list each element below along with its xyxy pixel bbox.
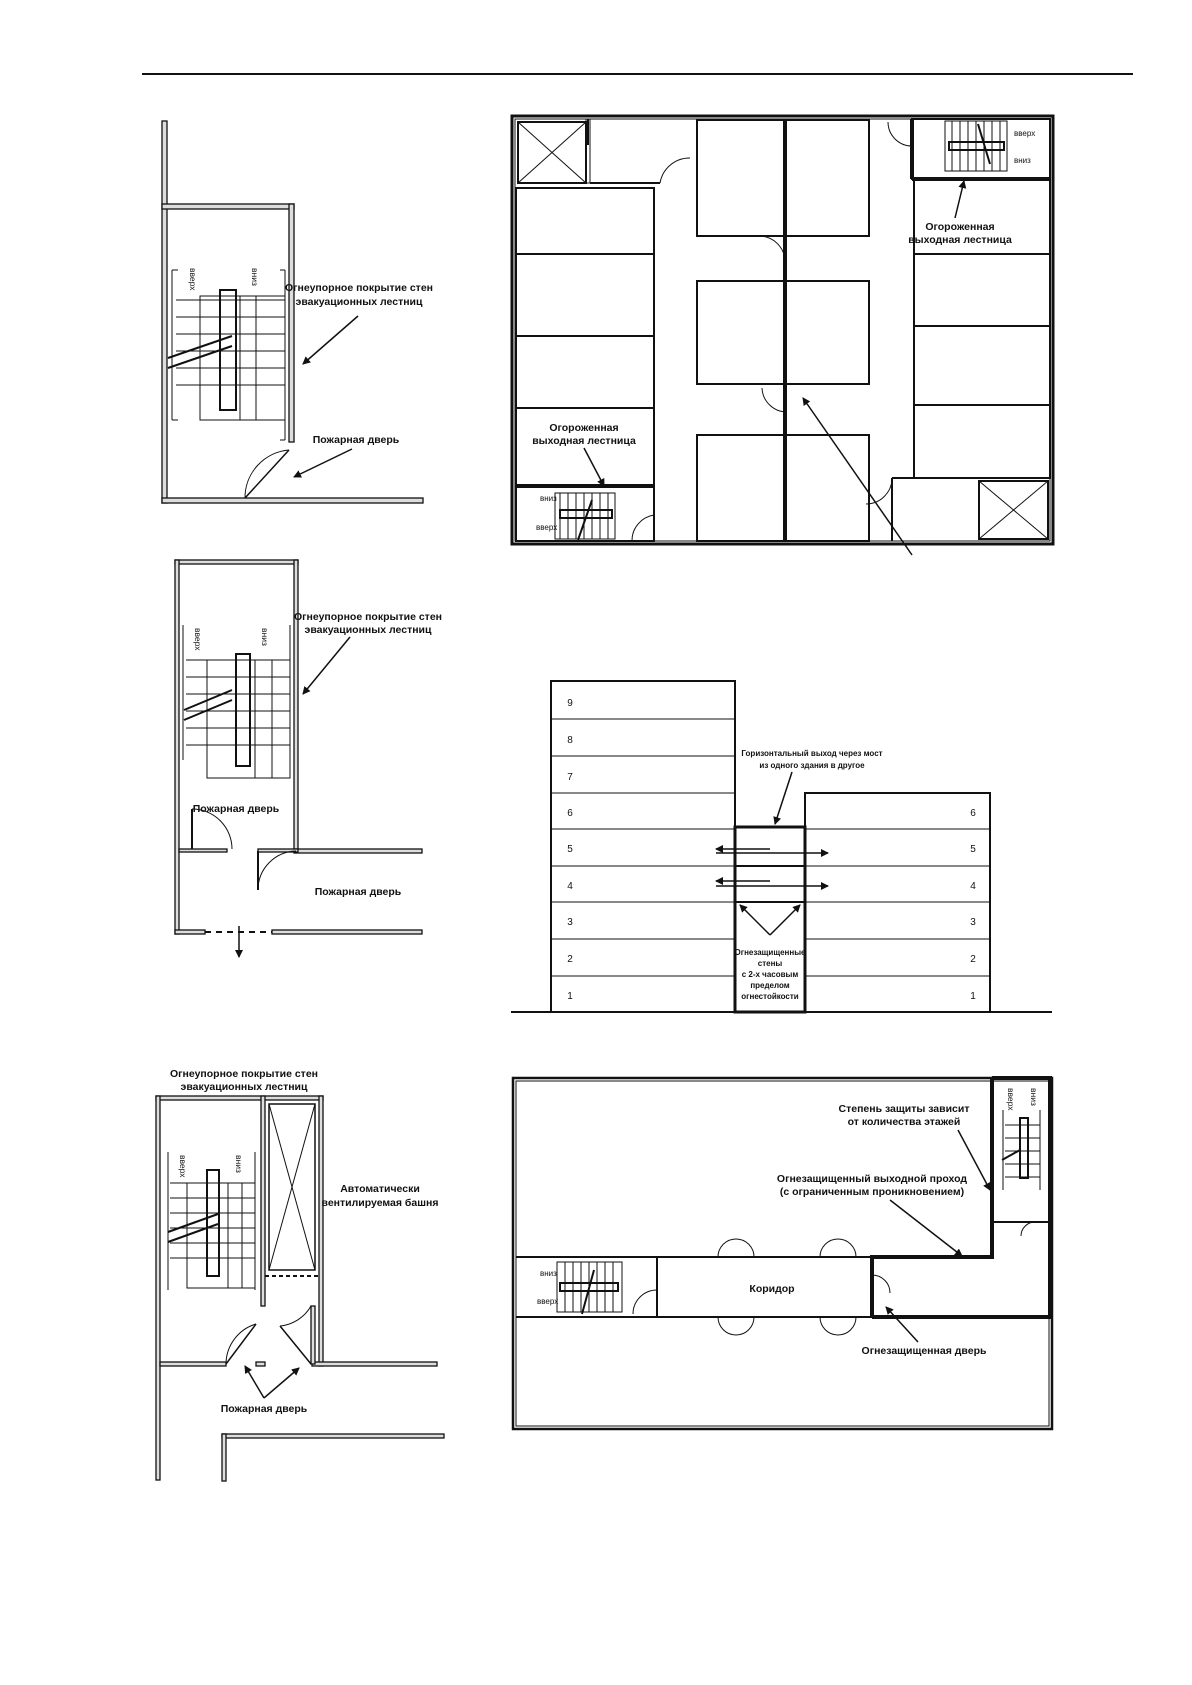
corridor-label: Коридор (749, 1283, 795, 1295)
fire-door-arrow-a (245, 1366, 264, 1398)
bridge-label-2: из одного здания в другое (759, 761, 865, 770)
right-floor-label: 1 (970, 991, 976, 1002)
right-floor-label: 3 (970, 917, 976, 928)
figure-floor-plan (512, 116, 1053, 555)
wall-coating-arrow (303, 637, 350, 694)
fire-door-b (280, 1326, 311, 1364)
stair-down-label: вниз (540, 1269, 557, 1278)
fire-walls-label: Огнезащищенные (734, 948, 806, 957)
bridge-arrow (775, 772, 792, 824)
stair-down-label: вниз (234, 1155, 244, 1173)
stair-label-top-2: выходная лестница (908, 234, 1012, 246)
right-floor-label: 6 (970, 808, 976, 819)
left-floor-label: 4 (567, 881, 573, 892)
stair-symbol (945, 121, 1007, 171)
passage-arrow (890, 1200, 962, 1256)
stair-symbol (555, 493, 615, 540)
wall-coating-label: Огнеупорное покрытие стен (284, 282, 434, 294)
stair-down-label: вниз (250, 268, 260, 286)
fire-door-label: Пожарная дверь (312, 434, 400, 446)
stair-up-label: вверх (537, 1297, 559, 1306)
stair-up-label: вверх (178, 1155, 188, 1178)
fire-door-label-a: Пожарная дверь (192, 803, 280, 815)
figure-stair-vestibule (175, 560, 442, 957)
left-floor-label: 5 (567, 844, 573, 855)
left-floor-label: 8 (567, 735, 573, 746)
stair-down-label: вниз (1029, 1088, 1039, 1106)
wall-coating-label-2: эвакуационных лестниц (180, 1081, 308, 1093)
wall-coating-label-2: эвакуационных лестниц (304, 624, 432, 636)
wall-coating-label-2: эвакуационных лестниц (295, 296, 423, 308)
stair-down-label: вниз (260, 628, 270, 646)
stair-arrow-top (955, 181, 964, 218)
stair-symbol (1002, 1110, 1040, 1190)
figure-stair-enclosure (162, 121, 433, 503)
corridor-arrow (803, 398, 912, 555)
stair-label-top: Огороженная (925, 221, 995, 233)
stair-down-label: вниз (540, 494, 557, 503)
tower-label: Автоматически (340, 1183, 420, 1195)
fire-walls-label-5: огнестойкости (741, 992, 799, 1001)
left-floor-label: 1 (567, 991, 573, 1002)
right-floor-label: 5 (970, 844, 976, 855)
wall-coating-label: Огнеупорное покрытие стен (169, 1068, 319, 1080)
bridge-label: Горизонтальный выход через мост (741, 749, 883, 758)
stair-label-left: Огороженная (549, 422, 619, 434)
wall-coating-arrow (303, 316, 358, 364)
right-floor-label: 4 (970, 881, 976, 892)
wall-coating-label: Огнеупорное покрытие стен (293, 611, 443, 623)
fire-walls-label-2: стены (757, 959, 783, 968)
stair-symbol (168, 270, 285, 440)
fire-door-label: Пожарная дверь (220, 1403, 308, 1415)
fire-walls-label-4: пределом (750, 981, 790, 990)
right-floor-label: 2 (970, 954, 976, 965)
left-building (551, 681, 735, 1012)
stair-up-label: вверх (1006, 1088, 1016, 1111)
passage-label: Огнезащищенный выходной проход (776, 1173, 968, 1185)
protection-label: Степень защиты зависит (838, 1103, 970, 1115)
left-floor-label: 9 (567, 698, 573, 709)
stair-up-label: вверх (536, 523, 558, 532)
stair-symbol (557, 1262, 622, 1314)
passage-label-2: (с ограниченным проникновением) (779, 1186, 965, 1198)
left-floor-label: 7 (567, 772, 573, 783)
protection-label-2: от количества этажей (847, 1116, 961, 1128)
fire-door-a (226, 1324, 256, 1364)
fire-door-arrow-b (264, 1368, 299, 1398)
fire-door-arrow (886, 1307, 918, 1342)
left-floor-label: 6 (567, 808, 573, 819)
fire-wall-arrow (740, 905, 770, 935)
tower-label-2: вентилируемая башня (321, 1197, 439, 1209)
stair-arrow-left (584, 448, 604, 486)
figure-ventilated-tower (156, 1068, 444, 1481)
fire-walls-label-3: с 2-х часовым (741, 970, 799, 979)
stair-up-label: вверх (188, 268, 198, 291)
stair-up-label: вверх (1014, 129, 1036, 138)
stair-label-left-2: выходная лестница (532, 435, 636, 447)
fire-door-arrow (294, 449, 352, 477)
figure-bridge-elevation (511, 681, 1052, 1012)
left-floor-label: 3 (567, 917, 573, 928)
figure-protected-passage (513, 1078, 1052, 1429)
fire-door-label: Огнезащищенная дверь (861, 1345, 987, 1357)
stair-up-label: вверх (193, 628, 203, 651)
fire-door-label-b: Пожарная дверь (314, 886, 402, 898)
stair-down-label: вниз (1014, 156, 1031, 165)
left-floor-label: 2 (567, 954, 573, 965)
